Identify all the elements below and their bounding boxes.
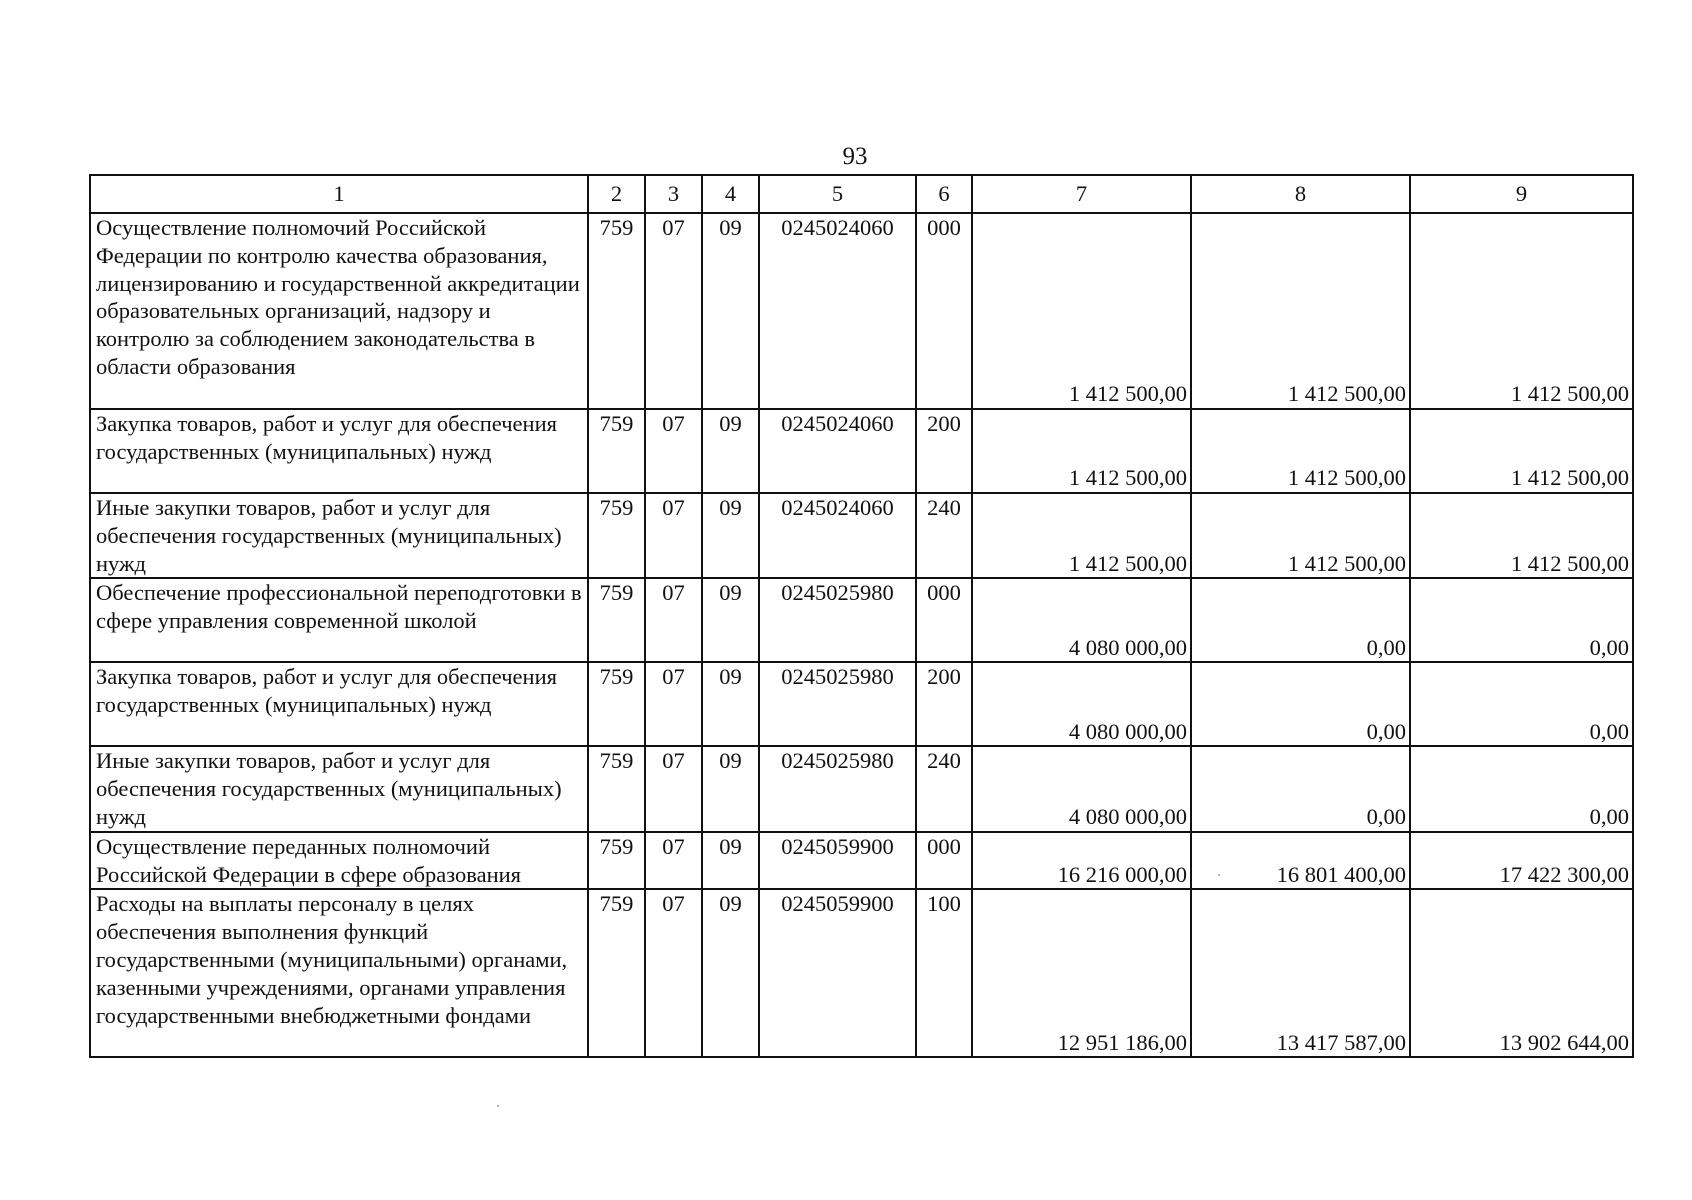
table-header-row — [90, 175, 1633, 213]
table-row — [90, 889, 1633, 1057]
amount-cell-col8: 1 412 500,00 — [1191, 409, 1410, 493]
budget-table — [89, 174, 1634, 1058]
expense-type-cell: 000 — [916, 578, 972, 662]
expense-type-cell: 000 — [916, 832, 972, 890]
expense-type-cell: 240 — [916, 493, 972, 578]
target-article-cell: 0245024060 — [759, 493, 916, 578]
column-header: 7 — [972, 175, 1191, 213]
table-row — [90, 493, 1633, 578]
subsection-code-cell: 09 — [702, 662, 759, 746]
amount-cell-col7: 4 080 000,00 — [972, 578, 1191, 662]
table-row — [90, 832, 1633, 890]
column-header: 2 — [588, 175, 645, 213]
target-article-cell: 0245025980 — [759, 662, 916, 746]
amount-cell-col8: 13 417 587,00 — [1191, 889, 1410, 1057]
expense-type-cell: 200 — [916, 662, 972, 746]
amount-cell-col7: 1 412 500,00 — [972, 409, 1191, 493]
section-code-cell: 07 — [645, 493, 702, 578]
ministry-code-cell: 759 — [588, 578, 645, 662]
subsection-code-cell: 09 — [702, 409, 759, 493]
subsection-code-cell: 09 — [702, 832, 759, 890]
target-article-cell: 0245059900 — [759, 889, 916, 1057]
amount-cell-col7: 16 216 000,00 — [972, 832, 1191, 890]
table-row — [90, 578, 1633, 662]
table-row — [90, 409, 1633, 493]
target-article-cell: 0245059900 — [759, 832, 916, 890]
ministry-code-cell: 759 — [588, 213, 645, 409]
expense-name-cell: Закупка товаров, работ и услуг для обеспечения государственных (муниципальных) нужд — [90, 662, 588, 746]
ministry-code-cell: 759 — [588, 746, 645, 831]
table-row — [90, 213, 1633, 409]
amount-cell-col7: 1 412 500,00 — [972, 213, 1191, 409]
amount-cell-col7: 12 951 186,00 — [972, 889, 1191, 1057]
amount-cell-col9: 0,00 — [1410, 578, 1633, 662]
amount-cell-col9: 0,00 — [1410, 746, 1633, 831]
subsection-code-cell: 09 — [702, 213, 759, 409]
expense-name-cell: Осуществление полномочий Российской Федерации по контролю качества образования, лицензированию и государственной аккредитации образовательных организаций, надзору и контролю за соблюдением законодательства в области образования — [90, 213, 588, 409]
column-header: 4 — [702, 175, 759, 213]
target-article-cell: 0245024060 — [759, 409, 916, 493]
amount-cell-col7: 4 080 000,00 — [972, 746, 1191, 831]
section-code-cell: 07 — [645, 889, 702, 1057]
amount-cell-col8: 0,00 — [1191, 662, 1410, 746]
target-article-cell: 0245024060 — [759, 213, 916, 409]
amount-cell-col9: 1 412 500,00 — [1410, 409, 1633, 493]
ministry-code-cell: 759 — [588, 889, 645, 1057]
amount-cell-col9: 17 422 300,00 — [1410, 832, 1633, 890]
section-code-cell: 07 — [645, 832, 702, 890]
amount-cell-col9: 1 412 500,00 — [1410, 493, 1633, 578]
amount-cell-col8: 0,00 — [1191, 578, 1410, 662]
table-row — [90, 746, 1633, 831]
expense-name-cell: Иные закупки товаров, работ и услуг для обеспечения государственных (муниципальных) нужд — [90, 746, 588, 831]
ministry-code-cell: 759 — [588, 409, 645, 493]
section-code-cell: 07 — [645, 578, 702, 662]
ministry-code-cell: 759 — [588, 832, 645, 890]
column-header: 1 — [90, 175, 588, 213]
expense-type-cell: 240 — [916, 746, 972, 831]
amount-cell-col8: 0,00 — [1191, 746, 1410, 831]
expense-type-cell: 100 — [916, 889, 972, 1057]
scan-speck — [497, 1105, 499, 1107]
page-number: 93 — [842, 143, 868, 170]
section-code-cell: 07 — [645, 662, 702, 746]
amount-cell-col8: 1 412 500,00 — [1191, 213, 1410, 409]
ministry-code-cell: 759 — [588, 493, 645, 578]
column-header: 6 — [916, 175, 972, 213]
ministry-code-cell: 759 — [588, 662, 645, 746]
subsection-code-cell: 09 — [702, 889, 759, 1057]
amount-cell-col8: 16 801 400,00 — [1191, 832, 1410, 890]
expense-type-cell: 000 — [916, 213, 972, 409]
amount-cell-col7: 4 080 000,00 — [972, 662, 1191, 746]
expense-type-cell: 200 — [916, 409, 972, 493]
target-article-cell: 0245025980 — [759, 746, 916, 831]
expense-name-cell: Осуществление переданных полномочий Российской Федерации в сфере образования — [90, 832, 588, 890]
section-code-cell: 07 — [645, 409, 702, 493]
amount-cell-col9: 0,00 — [1410, 662, 1633, 746]
column-header: 3 — [645, 175, 702, 213]
target-article-cell: 0245025980 — [759, 578, 916, 662]
section-code-cell: 07 — [645, 746, 702, 831]
subsection-code-cell: 09 — [702, 493, 759, 578]
subsection-code-cell: 09 — [702, 578, 759, 662]
table-row — [90, 662, 1633, 746]
amount-cell-col7: 1 412 500,00 — [972, 493, 1191, 578]
expense-name-cell: Обеспечение профессиональной переподготовки в сфере управления современной школой — [90, 578, 588, 662]
amount-cell-col8: 1 412 500,00 — [1191, 493, 1410, 578]
subsection-code-cell: 09 — [702, 746, 759, 831]
column-header: 9 — [1410, 175, 1633, 213]
column-header: 5 — [759, 175, 916, 213]
amount-cell-col9: 1 412 500,00 — [1410, 213, 1633, 409]
scan-speck — [1218, 874, 1220, 876]
amount-cell-col9: 13 902 644,00 — [1410, 889, 1633, 1057]
section-code-cell: 07 — [645, 213, 702, 409]
expense-name-cell: Расходы на выплаты персоналу в целях обеспечения выполнения функций государственными (муниципальными) органами, казенными учреждениями, органами управления государственными внебюджетными фондами — [90, 889, 588, 1057]
expense-name-cell: Иные закупки товаров, работ и услуг для обеспечения государственных (муниципальных) нужд — [90, 493, 588, 578]
expense-name-cell: Закупка товаров, работ и услуг для обеспечения государственных (муниципальных) нужд — [90, 409, 588, 493]
column-header: 8 — [1191, 175, 1410, 213]
